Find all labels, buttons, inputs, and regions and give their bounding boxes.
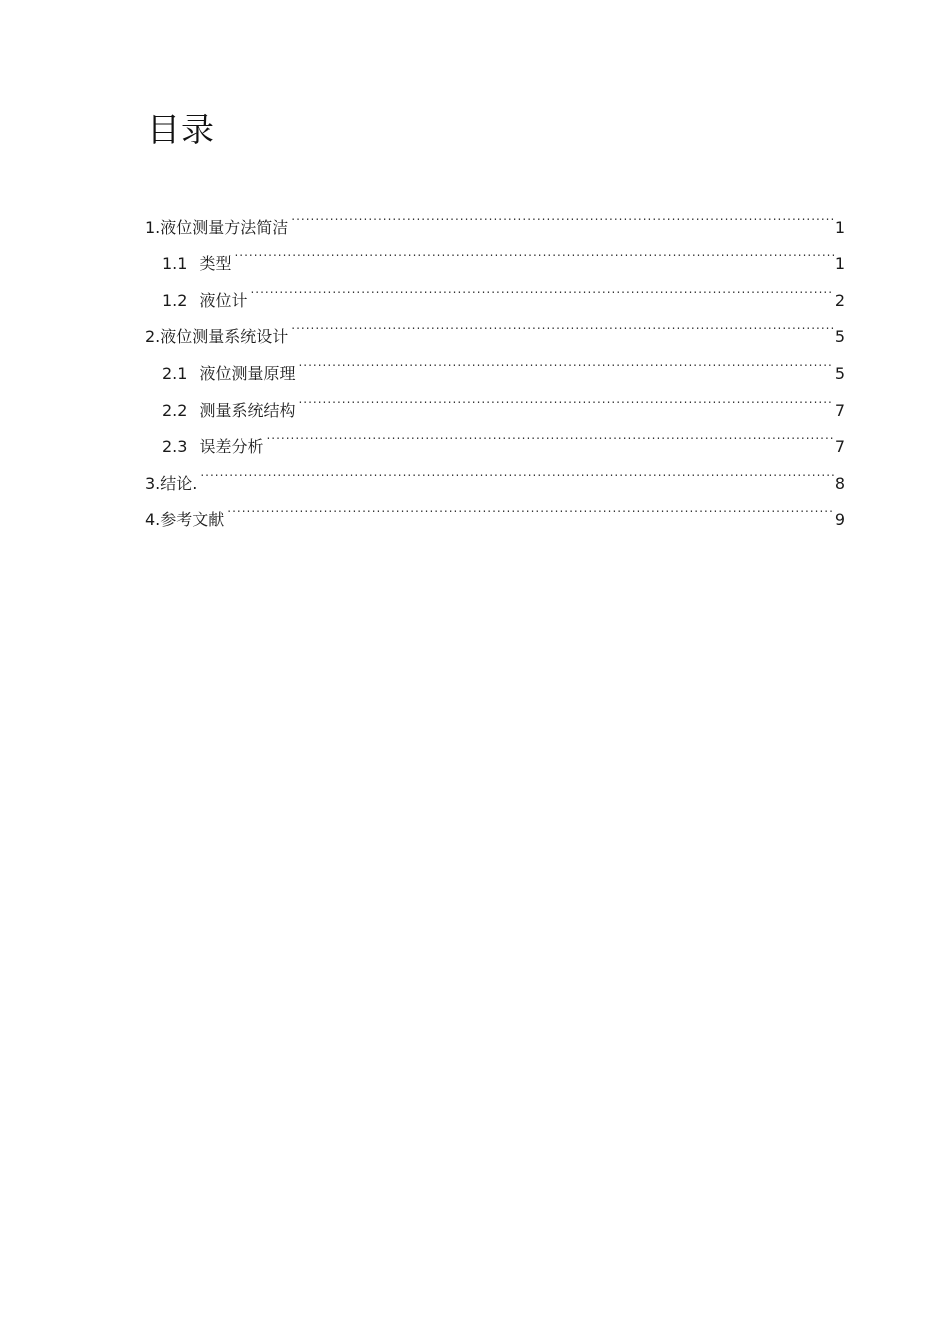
toc-entry[interactable] bbox=[145, 306, 845, 347]
toc-entry-number: 3. bbox=[145, 473, 161, 493]
toc-entry-page: 9 bbox=[834, 510, 845, 530]
toc-entry-number: 2.3 bbox=[162, 437, 188, 457]
toc-entry-page: 2 bbox=[834, 290, 845, 310]
toc-entry-number: 1. bbox=[145, 217, 161, 237]
toc-dot-leader bbox=[298, 379, 833, 416]
toc-dot-leader bbox=[266, 416, 833, 453]
toc-entry-page: 5 bbox=[834, 363, 845, 383]
toc-dot-leader bbox=[234, 233, 833, 270]
toc-entry-text: 液位计 bbox=[199, 290, 248, 310]
toc-entry-page: 5 bbox=[834, 327, 845, 347]
toc-dot-leader bbox=[200, 452, 833, 489]
toc-entry[interactable] bbox=[145, 233, 845, 274]
toc-entry-text: 液位测量原理 bbox=[199, 363, 296, 383]
toc-entry[interactable] bbox=[145, 196, 845, 237]
toc-entry-text: 测量系统结构 bbox=[199, 400, 296, 420]
toc-entry-text: 类型 bbox=[199, 254, 232, 274]
toc-entry-page: 8 bbox=[834, 473, 845, 493]
toc-entry[interactable] bbox=[145, 452, 845, 493]
toc-dot-leader bbox=[291, 306, 834, 343]
toc-entry-page: 7 bbox=[834, 437, 845, 457]
toc-entry-number: 1.2 bbox=[162, 290, 188, 310]
toc-entry-text: 结论. bbox=[160, 473, 198, 493]
toc-dot-leader bbox=[291, 196, 834, 233]
toc-entry-number: 1.1 bbox=[162, 254, 188, 274]
toc-entry-number: 2.1 bbox=[162, 363, 188, 383]
toc-entry-text: 误差分析 bbox=[199, 437, 264, 457]
toc-entry[interactable] bbox=[145, 269, 845, 310]
toc-dot-leader bbox=[250, 269, 833, 306]
toc-entry[interactable] bbox=[145, 489, 845, 530]
toc-dot-leader bbox=[227, 489, 834, 526]
toc-entry-text: 液位测量系统设计 bbox=[160, 327, 289, 347]
toc-entry-number: 2.2 bbox=[162, 400, 188, 420]
toc-dot-leader bbox=[298, 342, 833, 379]
toc-entry-page: 1 bbox=[834, 254, 845, 274]
toc-list bbox=[145, 196, 845, 530]
toc-title: 目录 bbox=[147, 110, 215, 149]
toc-entry-text: 参考文献 bbox=[160, 510, 225, 530]
toc-entry-page: 7 bbox=[834, 400, 845, 420]
toc-entry-number: 2. bbox=[145, 327, 161, 347]
toc-entry-page: 1 bbox=[834, 217, 845, 237]
toc-entry-text: 液位测量方法简洁 bbox=[160, 217, 289, 237]
toc-entry-number: 4. bbox=[145, 510, 161, 530]
